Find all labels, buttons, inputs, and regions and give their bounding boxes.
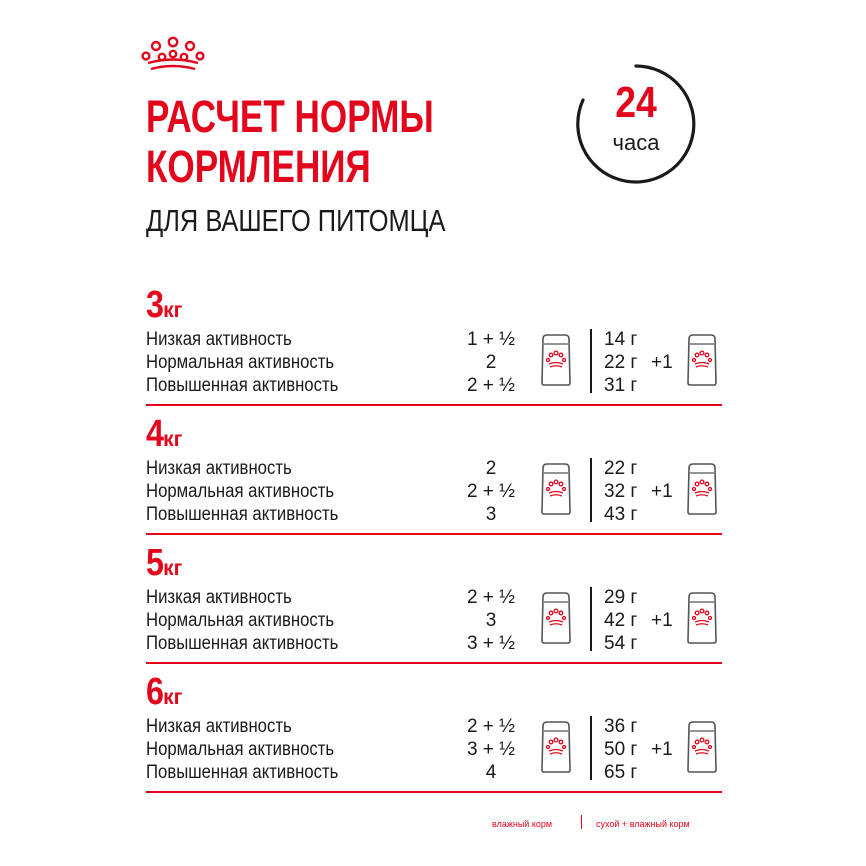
weight-value: 3 [146,284,164,326]
activity-label: Низкая активность [146,458,292,479]
activity-row [146,632,722,655]
royal-canin-crown-icon [140,36,206,76]
activity-label: Повышенная активность [146,762,339,783]
activity-label: Низкая активность [146,329,292,350]
dry-food-amount: 31 г [604,375,638,396]
activity-row [146,374,722,397]
activity-label: Низкая активность [146,587,292,608]
weight-value: 6 [146,671,164,713]
activity-row [146,503,722,526]
legend-divider [581,815,582,829]
legend-wet-food: влажный корм [492,819,553,829]
wet-food-amount: 3 + ½ [466,739,516,760]
dry-food-amount: 29 г [604,587,638,608]
dry-food-amount: 36 г [604,716,638,737]
weight-value: 5 [146,542,164,584]
food-pouch-icon [540,591,572,645]
column-divider [590,587,592,651]
column-divider [590,329,592,393]
activity-row [146,480,722,503]
activity-row [146,609,722,632]
wet-food-amount: 2 + ½ [466,587,516,608]
food-pouch-icon [540,720,572,774]
plus-one-pouch-label: +1 [651,352,673,373]
section-divider [146,791,722,793]
activity-row [146,761,722,784]
wet-food-amount: 3 + ½ [466,633,516,654]
wet-food-amount: 4 [485,762,497,783]
weight-unit: кг [163,428,183,451]
activity-label: Повышенная активность [146,504,339,525]
weight-heading [146,414,182,454]
food-pouch-icon [540,333,572,387]
title-line-2: КОРМЛЕНИЯ [146,141,371,192]
activity-label: Повышенная активность [146,633,339,654]
activity-row [146,351,722,374]
activity-label: Повышенная активность [146,375,339,396]
activity-label: Нормальная активность [146,610,335,631]
legend-dry-wet-food: сухой + влажный корм [596,819,690,829]
wet-food-amount: 1 + ½ [466,329,516,350]
dry-food-amount: 32 г [604,481,638,502]
activity-label: Нормальная активность [146,352,335,373]
page-title [146,92,434,192]
activity-row [146,738,722,761]
dry-food-amount: 50 г [604,739,638,760]
weight-heading [146,543,182,583]
food-pouch-icon [686,591,718,645]
activity-label: Низкая активность [146,716,292,737]
wet-food-amount: 2 + ½ [466,716,516,737]
badge-hours-unit: часа [612,130,660,155]
plus-one-pouch-label: +1 [651,739,673,760]
weight-unit: кг [163,299,183,322]
wet-food-amount: 2 [485,458,497,479]
section-divider [146,533,722,535]
plus-one-pouch-label: +1 [651,610,673,631]
column-divider [590,716,592,780]
wet-food-amount: 2 + ½ [466,481,516,502]
food-pouch-icon [686,462,718,516]
wet-food-amount: 2 + ½ [466,375,516,396]
dry-food-amount: 42 г [604,610,638,631]
weight-unit: кг [163,686,183,709]
dry-food-amount: 14 г [604,329,638,350]
activity-label: Нормальная активность [146,481,335,502]
column-divider [590,458,592,522]
section-divider [146,404,722,406]
dry-food-amount: 22 г [604,458,638,479]
activity-row [146,328,722,351]
badge-hours-value: 24 [615,78,657,127]
food-pouch-icon [686,720,718,774]
weight-section [146,414,722,534]
activity-row [146,586,722,609]
weight-heading [146,672,182,712]
weight-section [146,543,722,663]
page-subtitle: ДЛЯ ВАШЕГО ПИТОМЦА [146,203,446,238]
weight-section [146,285,722,405]
food-pouch-icon [540,462,572,516]
wet-food-amount: 3 [485,504,497,525]
dry-food-amount: 43 г [604,504,638,525]
food-pouch-icon [686,333,718,387]
weight-unit: кг [163,557,183,580]
section-divider [146,662,722,664]
activity-label: Нормальная активность [146,739,335,760]
weight-value: 4 [146,413,164,455]
wet-food-amount: 2 [485,352,497,373]
title-line-1: РАСЧЕТ НОРМЫ [146,91,434,142]
activity-row [146,715,722,738]
activity-row [146,457,722,480]
weight-section [146,672,722,792]
weight-heading [146,285,182,325]
dry-food-amount: 54 г [604,633,638,654]
plus-one-pouch-label: +1 [651,481,673,502]
dry-food-amount: 22 г [604,352,638,373]
dry-food-amount: 65 г [604,762,638,783]
wet-food-amount: 3 [485,610,497,631]
